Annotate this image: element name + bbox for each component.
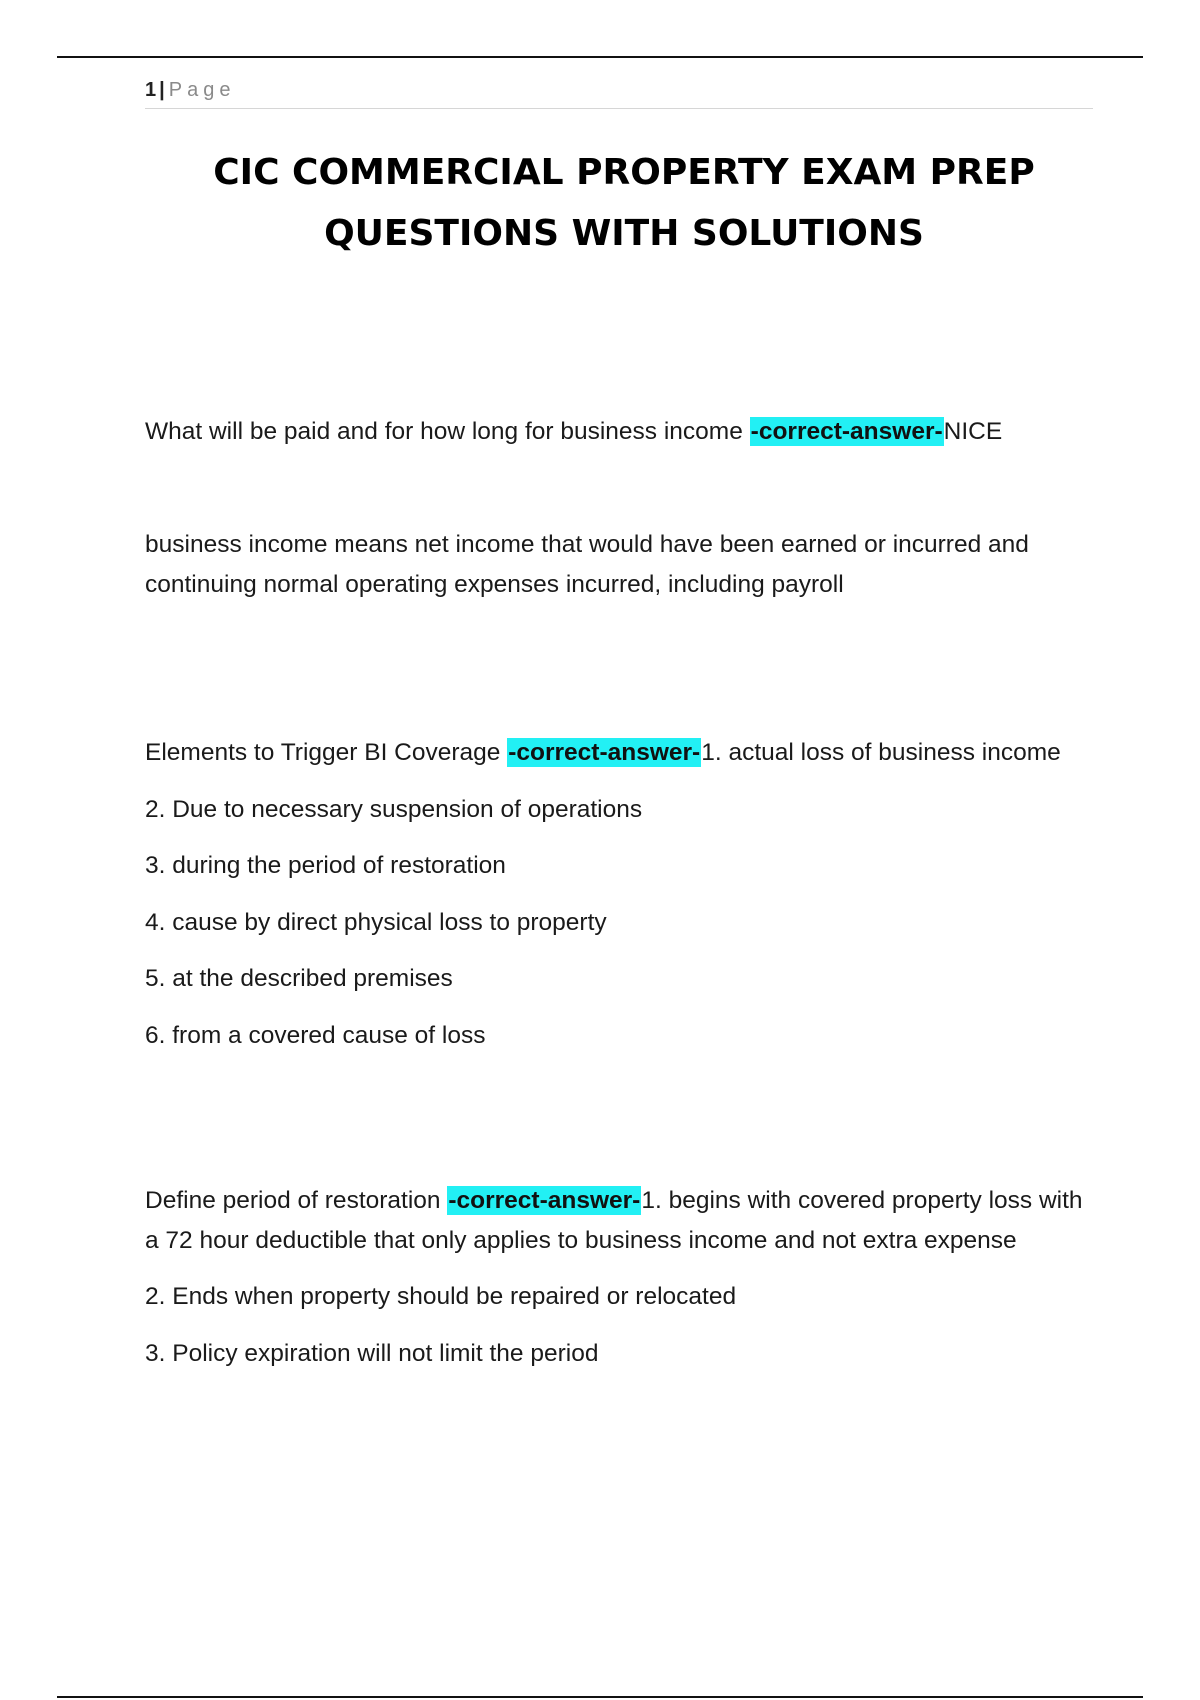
explanation-paragraph — [145, 525, 1100, 605]
answer-list-item: 2. Ends when property should be repaired or relocated — [145, 1283, 737, 1310]
qa-item-2 — [145, 733, 1100, 1072]
page-number: 1 — [145, 79, 157, 101]
top-rule — [57, 56, 1143, 58]
page-separator: | — [159, 79, 165, 101]
answer-list-item: 4. cause by direct physical loss to property — [145, 908, 607, 936]
page-label: Page — [168, 79, 236, 101]
correct-answer-tag: -correct-answer- — [750, 418, 943, 445]
title-line-1: CIC COMMERCIAL PROPERTY EXAM PREP — [213, 152, 1035, 193]
answer-list-item: 6. from a covered cause of loss — [145, 1021, 486, 1049]
page-header — [145, 76, 1093, 109]
answer-text: NICE — [943, 418, 1003, 445]
answer-list-item: 3. Policy expiration will not limit the period — [145, 1339, 599, 1367]
bottom-rule — [57, 1696, 1143, 1698]
answer-list-item: 3. during the period of restoration — [145, 852, 506, 879]
correct-answer-tag: -correct-answer- — [508, 739, 701, 766]
correct-answer-tag: -correct-answer- — [448, 1187, 641, 1214]
qa-item-3 — [145, 1181, 1100, 1390]
title-line-2: QUESTIONS WITH SOLUTIONS — [324, 213, 924, 254]
qa-question-line — [145, 733, 1100, 790]
question-text: Define period of restoration — [145, 1187, 448, 1214]
qa-question-line — [145, 1181, 1100, 1261]
answer-list-item: 5. at the described premises — [145, 965, 453, 992]
paragraph-text: business income means net income that would have been earned or incurred and continuing normal operating expenses incurred, including payroll — [145, 531, 1029, 598]
qa-question-line — [145, 412, 1100, 452]
qa-item-1 — [145, 412, 1100, 452]
answer-text: 1. begins with covered property loss with a 72 hour deductible that only applies to business income and not extra expense — [145, 1187, 1083, 1254]
question-text: Elements to Trigger BI Coverage — [145, 739, 508, 766]
answer-text: 1. actual loss of business income — [701, 739, 1061, 766]
answer-list-item: 2. Due to necessary suspension of operations — [145, 795, 643, 823]
document-title — [145, 142, 1103, 264]
question-text: What will be paid and for how long for business income — [145, 418, 750, 445]
